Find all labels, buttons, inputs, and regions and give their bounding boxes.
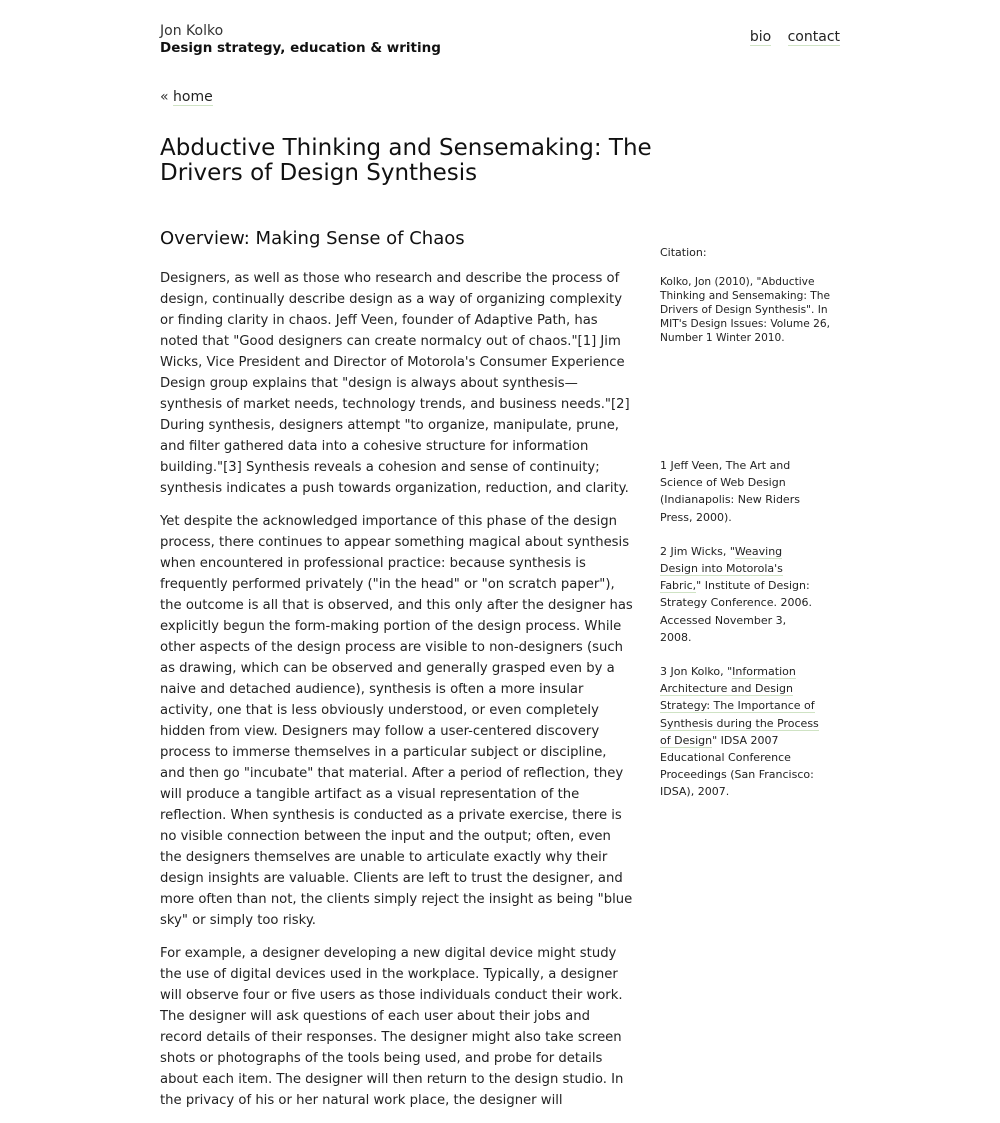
footnote-1: [660, 457, 820, 526]
paragraph: For example, a designer developing a new digital device might study the use of digital devices used in the workplace. Typically, a designer will observe four or five users as those individuals conduct their work. The designer will ask questions of each user about their jobs and record details of their responses. The designer might also take screen shots or photographs of the tools being used, and probe for details about each item. The designer will then return to the design studio. In the privacy of his or her natural work place, the designer will: [160, 946, 624, 1108]
citation-label: Citation:: [660, 246, 707, 259]
footnote-2-link[interactable]: Weaving Design into Motorola's Fabric,: [660, 544, 783, 593]
footnote-text: 1 Jeff Veen, The Art and Science of Web Design (Indianapolis: New Riders Press, 2000).: [660, 459, 800, 524]
citation-text: Kolko, Jon (2010), "Abductive Thinking and Sensemaking: The Drivers of Design Synthesis". In MIT's Design Issues: Volume 26, Number 1 Winter 2010.: [660, 276, 830, 344]
back-arrow-icon: «: [160, 89, 169, 105]
section-heading: Overview: Making Sense of Chaos: [160, 228, 465, 249]
footnote-3-link[interactable]: Information Architecture and Design Strategy: The Importance of Synthesis during the Process of Design: [660, 665, 819, 747]
nav-contact-link[interactable]: contact: [787, 29, 840, 45]
site-name: Jon Kolko: [160, 23, 224, 39]
home-link[interactable]: home: [173, 89, 213, 105]
article-body: [160, 268, 634, 1123]
footnote-text: " Institute of Design: Strategy Conference. 2006. Accessed November 3, 2008.: [660, 579, 812, 644]
nav-bio-link[interactable]: bio: [749, 29, 772, 45]
footnote-2: [660, 543, 820, 646]
footnotes: [660, 457, 820, 818]
footnote-text: " IDSA 2007 Educational Conference Proceedings (San Francisco: IDSA), 2007.: [660, 733, 814, 799]
back-nav: [160, 89, 213, 105]
footnote-text: 2 Jim Wicks, ": [660, 544, 735, 558]
top-nav: [738, 29, 840, 45]
footnote-3: [660, 663, 820, 801]
paragraph: Yet despite the acknowledged importance of this phase of the design process, there continues to appear something magical about synthesis when encountered in professional practice: because synthesis is frequently performed privately ("in the head" or "on scratch paper"), the outcome is all that is observed, and this only after the designer has explicitly begun the form-making portion of the design process. While other aspects of the design process are visible to non-designers (such as drawing, which can be observed and generally grasped even by a naive and detached audience), synthesis is often a more insular activity, one that is less obviously understood, or even completely hidden from view. Designers may follow a user-centered discovery process to immerse themselves in a particular subject or discipline, and then go "incubate" that material. After a period of reflection, they will produce a tangible artifact as a visual representation of the reflection. When synthesis is conducted as a private exercise, there is no visible connection between the input and the output; often, even the designers themselves are unable to articulate exactly why their design insights are valuable. Clients are left to trust the designer, and more often than not, the clients simply reject the insight as being "blue sky" or simply too risky.: [160, 514, 633, 928]
article-title: Abductive Thinking and Sensemaking: The Drivers of Design Synthesis: [160, 135, 652, 186]
footnote-text: 3 Jon Kolko, ": [660, 665, 733, 679]
paragraph: Designers, as well as those who research and describe the process of design, continually describe design as a way of organizing complexity or finding clarity in chaos. Jeff Veen, founder of Adaptive Path, has noted that "Good designers can create normalcy out of chaos."[1] Jim Wicks, Vice President and Director of Motorola's Consumer Experience Design group explains that "design is always about synthesis—synthesis of market needs, technology trends, and business needs."[2] During synthesis, designers attempt "to organize, manipulate, prune, and filter gathered data into a cohesive structure for information building."[3] Synthesis reveals a cohesion and sense of continuity; synthesis indicates a push towards organization, reduction, and clarity.: [160, 271, 630, 496]
site-tagline: Design strategy, education & writing: [160, 40, 441, 56]
